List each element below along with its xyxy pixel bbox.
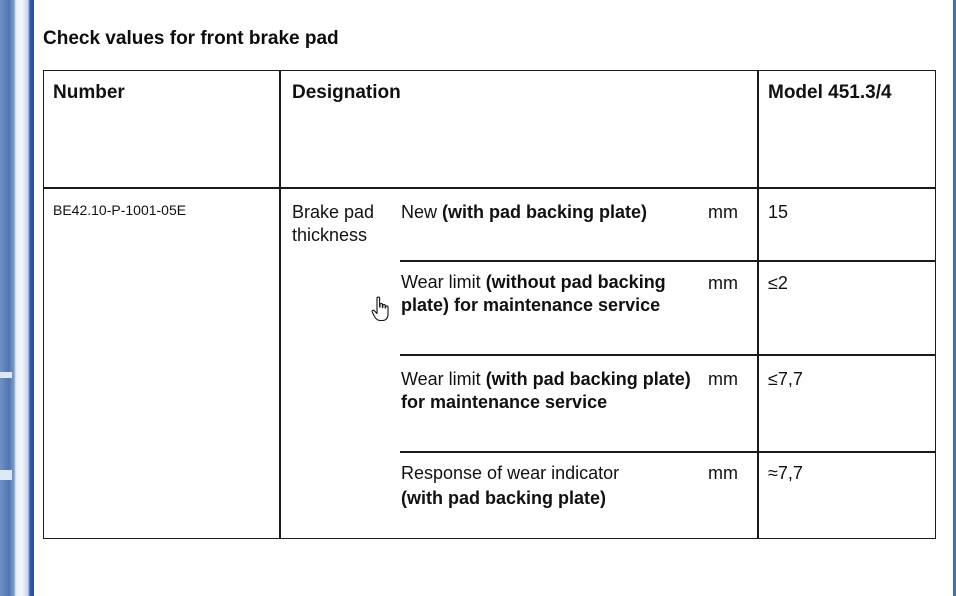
unit: mm bbox=[708, 369, 738, 389]
group-label bbox=[292, 201, 374, 247]
model-value: ≤2 bbox=[768, 273, 788, 293]
frame-notch bbox=[0, 470, 12, 480]
row-designation bbox=[401, 462, 691, 510]
window-frame-left bbox=[0, 0, 34, 596]
designation-text: Response of wear indicator bbox=[401, 463, 620, 483]
row-designation bbox=[401, 201, 691, 224]
row-designation bbox=[401, 271, 666, 317]
header-designation: Designation bbox=[292, 82, 401, 103]
designation-bold-text: (with pad backing plate) bbox=[442, 202, 648, 222]
designation-text: Wear limit bbox=[401, 369, 486, 389]
group-label-line: thickness bbox=[292, 225, 368, 245]
unit: mm bbox=[708, 273, 738, 293]
group-label-line: Brake pad bbox=[292, 202, 375, 222]
page-title: Check values for front brake pad bbox=[43, 28, 339, 49]
check-values-table bbox=[43, 70, 936, 539]
table-divider bbox=[44, 187, 935, 189]
header-model: Model 451.3/4 bbox=[768, 82, 892, 103]
designation-bold-text: (without pad backing plate) for maintenance service bbox=[401, 272, 666, 315]
hand-pointer-icon bbox=[371, 296, 391, 322]
designation-text: Wear limit bbox=[401, 272, 486, 292]
table-divider bbox=[757, 71, 759, 538]
designation-bold-text: (with pad backing plate) for maintenance service bbox=[401, 369, 691, 412]
frame-notch bbox=[0, 372, 12, 378]
model-value: ≈7,7 bbox=[768, 463, 803, 483]
model-value: ≤7,7 bbox=[768, 369, 803, 389]
number-value: BE42.10-P-1001-05E bbox=[53, 202, 187, 218]
table-divider bbox=[400, 451, 935, 453]
model-value: 15 bbox=[768, 202, 789, 222]
designation-text: New bbox=[401, 202, 443, 222]
row-designation bbox=[401, 368, 691, 414]
header-number: Number bbox=[53, 82, 125, 103]
unit: mm bbox=[708, 202, 738, 222]
table-divider bbox=[400, 354, 935, 356]
designation-bold-text: (with pad backing plate) bbox=[401, 488, 607, 508]
table-divider bbox=[400, 260, 935, 262]
unit: mm bbox=[708, 463, 738, 483]
table-divider bbox=[279, 71, 281, 538]
